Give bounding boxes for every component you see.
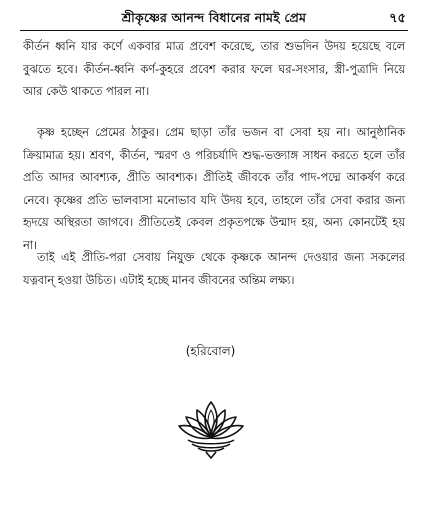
- paragraph-2: কৃষ্ণ হচ্ছেন প্রেমের ঠাকুর। প্রেম ছাড়া তাঁর ভজন বা সেবা হয় না। আনুষ্ঠানিক ক্রিয়ামাত্র হয়। শ্রবণ, কীর্তন, স্মরণ ও পরিচর্যাদি শুদ্ধ-ভক্ত্যাঙ্গ সাধন করতে হলে তাঁর প্রতি আদর আবশ্যক, প্রীতি আবশ্যক। প্রীতিই জীবকে তাঁর পাদ-পদ্মে আকর্ষণ করে নেবে। কৃষ্ণের প্রতি ভালবাসা মনোভাব যদি উদয় হবে, তাহলে তাঁর সেবা করার জন্য হৃদয়ে অস্থিরতা জাগবে। প্রীতিতেই কেবল প্রকৃতপক্ষে উন্মাদ হয়, অন্য কোনটেই হয় না।: [23, 126, 405, 252]
- closing-chant: (হরিবোল): [185, 344, 236, 358]
- page-number: ৭৫: [389, 11, 406, 26]
- paragraph-3: তাই এই প্রীতি-পরা সেবায় নিযুক্ত থেকে কৃষ্ণকে আনন্দ দেওয়ার জন্য সকলের যত্নবান্ হওয়া উচিত। এটাই হচ্ছে মানব জীবনের অন্তিম লক্ষ্য।: [23, 251, 405, 287]
- running-title: শ্রীকৃষ্ণের আনন্দ বিধানের নামই প্রেম: [121, 10, 307, 25]
- page-header: [20, 8, 408, 31]
- lotus-icon: [176, 398, 246, 460]
- paragraph-1: কীর্তন ধ্বনি যার কর্ণে একবার মাত্র প্রবেশ করেছে, তার শুভদিন উদয় হয়েছে বলে বুঝতে হবে। কীর্তন-ধ্বনি কর্ণ-কুহরে প্রবেশ করার ফলে ঘর-সংসার, স্ত্রী-পুত্রাদি নিয়ে আর কেউ থাকতে পারল না।: [23, 40, 405, 98]
